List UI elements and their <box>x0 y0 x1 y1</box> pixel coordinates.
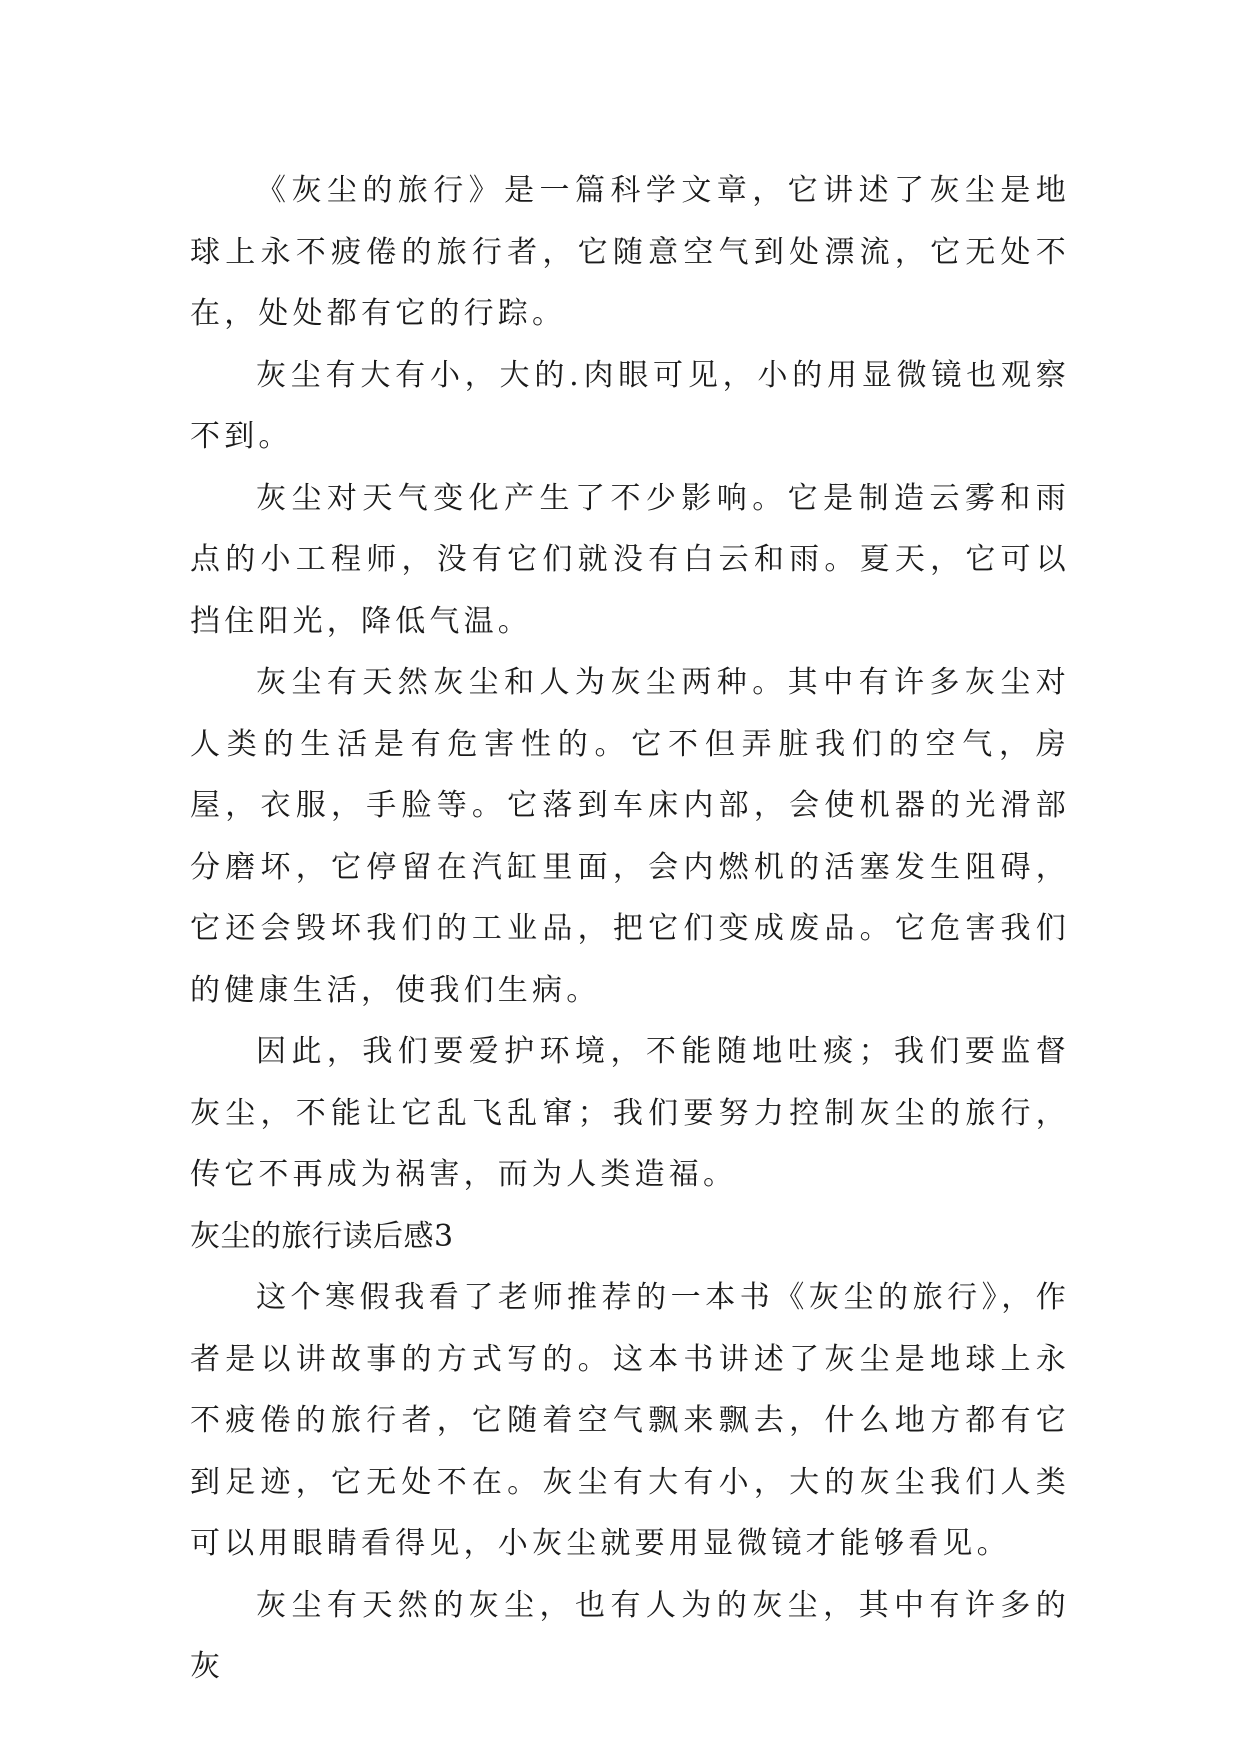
paragraph: 灰尘有天然灰尘和人为灰尘两种。其中有许多灰尘对人类的生活是有危害性的。它不但弄脏我们的空气，房屋，衣服，手脸等。它落到车床内部，会使机器的光滑部分磨坏，它停留在汽缸里面，会内燃机的活塞发生阻碍，它还会毁坏我们的工业品，把它们变成废品。它危害我们的健康生活，使我们生病。 <box>190 665 1070 1008</box>
paragraph: 灰尘有大有小，大的.肉眼可见，小的用显微镜也观察不到。 <box>190 357 1070 454</box>
paragraph: 因此，我们要爱护环境，不能随地吐痰；我们要监督灰尘，不能让它乱飞乱窜；我们要努力控制灰尘的旅行，传它不再成为祸害，而为人类造福。 <box>190 1034 1070 1192</box>
paragraph: 《灰尘的旅行》是一篇科学文章，它讲述了灰尘是地球上永不疲倦的旅行者，它随意空气到处漂流，它无处不在，处处都有它的行踪。 <box>190 173 1070 331</box>
paragraph: 这个寒假我看了老师推荐的一本书《灰尘的旅行》，作者是以讲故事的方式写的。这本书讲述了灰尘是地球上永不疲倦的旅行者，它随着空气飘来飘去，什么地方都有它到足迹，它无处不在。灰尘有大有小，大的灰尘我们人类可以用眼睛看得见，小灰尘就要用显微镜才能够看见。 <box>190 1280 1070 1561</box>
section-heading: 灰尘的旅行读后感3 <box>190 1218 454 1254</box>
document-page <box>190 160 1070 1698</box>
paragraph: 灰尘有天然的灰尘，也有人为的灰尘，其中有许多的灰 <box>190 1587 1070 1684</box>
paragraph: 灰尘对天气变化产生了不少影响。它是制造云雾和雨点的小工程师，没有它们就没有白云和雨。夏天，它可以挡住阳光，降低气温。 <box>190 480 1070 639</box>
